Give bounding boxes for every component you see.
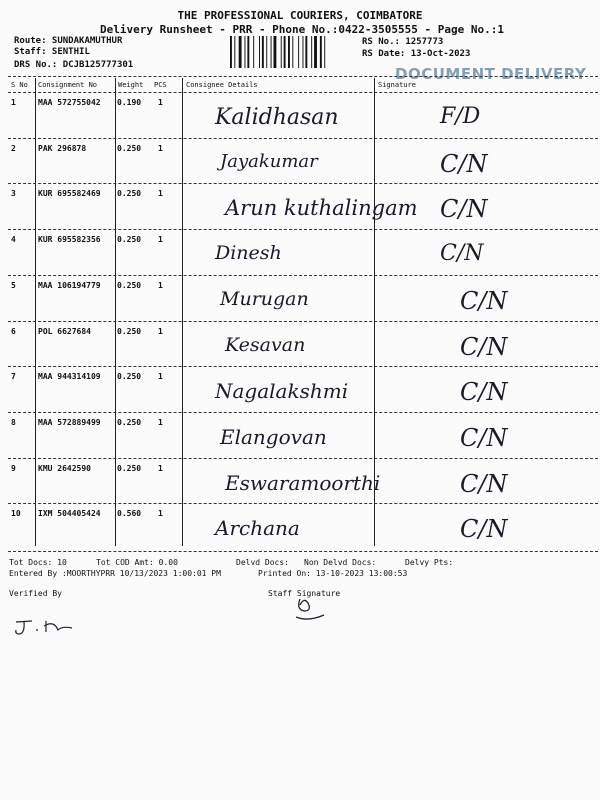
row-weight: 0.250 xyxy=(117,463,142,473)
row-consignment-number: KUR 695582356 xyxy=(38,235,101,245)
row-pieces: 1 xyxy=(158,326,163,336)
header-bottom-rule xyxy=(8,92,598,93)
col-header-signature: Signature xyxy=(378,81,416,89)
row-signature-handwritten: F/D xyxy=(440,104,481,129)
row-consignment-number: POL 6627684 xyxy=(38,326,91,336)
runsheet-subtitle: Delivery Runsheet - PRR - Phone No.:0422-3505555 - Page No.:1 xyxy=(100,23,504,36)
row-divider xyxy=(8,138,598,139)
row-consignment-number: IXM 504405424 xyxy=(38,509,101,519)
row-weight: 0.560 xyxy=(117,509,142,519)
row-consignment-number: MAA 572889499 xyxy=(38,417,101,427)
col-divider xyxy=(182,78,183,546)
delivered-docs: Delvd Docs: xyxy=(236,558,289,567)
company-title: THE PROFESSIONAL COURIERS, COIMBATORE xyxy=(177,9,423,22)
row-signature-handwritten: C/N xyxy=(460,378,508,407)
staff-label: Staff: SENTHIL xyxy=(14,47,90,57)
row-pieces: 1 xyxy=(158,189,163,199)
row-consignee-handwritten: Kesavan xyxy=(225,333,306,356)
col-divider xyxy=(115,78,116,546)
row-consignment-number: KMU 2642590 xyxy=(38,463,91,473)
row-serial-number: 6 xyxy=(11,326,16,336)
verified-by-label: Verified By xyxy=(9,589,62,598)
row-divider xyxy=(8,183,598,184)
row-pieces: 1 xyxy=(158,463,163,473)
row-signature-handwritten: C/N xyxy=(440,149,488,178)
row-consignee-handwritten: Eswaramoorthi xyxy=(225,470,381,495)
col-header-pcs: PCS xyxy=(154,81,167,89)
row-consignee-handwritten: Archana xyxy=(215,516,300,541)
col-header-consignment: Consignment No xyxy=(38,81,98,89)
row-pieces: 1 xyxy=(158,98,163,107)
col-header-consignee: Consignee Details xyxy=(186,81,258,89)
row-signature-handwritten: C/N xyxy=(440,195,488,224)
row-divider xyxy=(8,275,598,276)
row-divider xyxy=(8,458,598,459)
row-divider xyxy=(8,503,598,504)
delivery-points: Delvy Pts: xyxy=(405,558,454,567)
total-docs: Tot Docs: 10 xyxy=(9,558,67,567)
row-serial-number: 1 xyxy=(11,98,16,107)
row-signature-handwritten: C/N xyxy=(460,515,508,544)
row-signature-handwritten: C/N xyxy=(440,241,484,267)
row-consignee-handwritten: Dinesh xyxy=(215,242,282,265)
row-signature-handwritten: C/N xyxy=(460,469,508,498)
row-consignment-number: PAK 296878 xyxy=(38,143,87,153)
row-pieces: 1 xyxy=(158,372,163,382)
printed-on: Printed On: 13-10-2023 13:00:53 xyxy=(258,569,408,578)
row-divider xyxy=(8,321,598,322)
barcode xyxy=(230,36,355,68)
drs-number: DRS No.: DCJB125777301 xyxy=(14,60,134,70)
row-signature-handwritten: C/N xyxy=(460,423,508,452)
staff-signature-icon xyxy=(290,595,330,625)
col-header-weight: Weight xyxy=(118,81,144,89)
row-consignee-handwritten: Elangovan xyxy=(220,424,327,449)
row-weight: 0.250 xyxy=(117,235,142,245)
row-serial-number: 2 xyxy=(11,143,16,153)
verifier-signature-icon xyxy=(10,612,80,642)
row-pieces: 1 xyxy=(158,509,163,519)
document-delivery-stamp: DOCUMENT DELIVERY xyxy=(395,65,587,83)
row-weight: 0.250 xyxy=(117,280,142,290)
table-bottom-rule xyxy=(8,551,598,552)
row-consignee-handwritten: Kalidhasan xyxy=(215,105,339,130)
row-pieces: 1 xyxy=(158,280,163,290)
staff-signature-label: Staff Signature xyxy=(268,589,341,598)
row-signature-handwritten: C/N xyxy=(460,332,508,361)
row-pieces: 1 xyxy=(158,143,163,153)
row-consignee-handwritten: Jayakumar xyxy=(220,150,318,172)
table-top-rule xyxy=(8,76,598,77)
row-serial-number: 4 xyxy=(11,235,16,245)
row-consignment-number: MAA 572755042 xyxy=(38,98,101,107)
row-weight: 0.190 xyxy=(117,98,142,107)
row-divider xyxy=(8,366,598,367)
row-signature-handwritten: C/N xyxy=(460,286,508,315)
row-consignment-number: KUR 695582469 xyxy=(38,189,101,199)
row-weight: 0.250 xyxy=(117,372,142,382)
col-divider xyxy=(35,78,36,546)
rs-date: RS Date: 13-Oct-2023 xyxy=(362,49,471,59)
entered-by: Entered By :MOORTHYPRR 10/13/2023 1:00:01 PM xyxy=(9,569,221,578)
row-weight: 0.250 xyxy=(117,417,142,427)
row-divider xyxy=(8,412,598,413)
row-weight: 0.250 xyxy=(117,326,142,336)
row-consignee-handwritten: Arun kuthalingam xyxy=(225,196,418,221)
row-pieces: 1 xyxy=(158,417,163,427)
row-serial-number: 3 xyxy=(11,189,16,199)
non-delivered-docs: Non Delvd Docs: xyxy=(304,558,377,567)
col-header-sno: S No xyxy=(11,81,28,89)
row-serial-number: 5 xyxy=(11,280,16,290)
route-label: Route: SUNDAKAMUTHUR xyxy=(14,36,123,46)
row-consignment-number: MAA 944314109 xyxy=(38,372,101,382)
row-serial-number: 7 xyxy=(11,372,16,382)
row-serial-number: 10 xyxy=(11,509,21,519)
row-divider xyxy=(8,229,598,230)
row-serial-number: 8 xyxy=(11,417,16,427)
row-consignee-handwritten: Nagalakshmi xyxy=(215,379,349,404)
rs-number: RS No.: 1257773 xyxy=(362,37,444,47)
row-weight: 0.250 xyxy=(117,143,142,153)
row-consignment-number: MAA 106194779 xyxy=(38,280,101,290)
row-weight: 0.250 xyxy=(117,189,142,199)
row-serial-number: 9 xyxy=(11,463,16,473)
row-pieces: 1 xyxy=(158,235,163,245)
row-consignee-handwritten: Murugan xyxy=(220,287,309,310)
total-cod-amount: Tot COD Amt: 0.00 xyxy=(96,558,178,567)
